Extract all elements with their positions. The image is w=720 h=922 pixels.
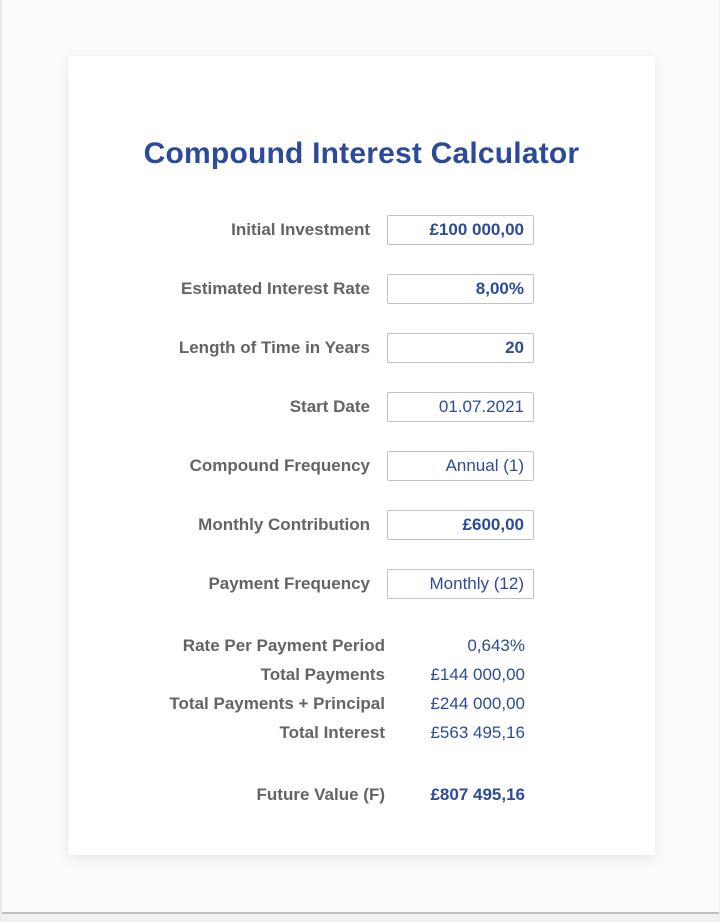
form-row-start-date: [68, 392, 655, 422]
total-interest-value: £563 495,16: [430, 722, 525, 742]
compound-frequency-label: Compound Frequency: [189, 456, 370, 475]
results-section: [68, 631, 655, 809]
total-payments-value: £144 000,00: [430, 664, 525, 684]
compound-frequency-select[interactable]: [387, 451, 534, 481]
start-date-input[interactable]: [387, 392, 534, 422]
form-row-initial-investment: [68, 215, 655, 245]
form-row-monthly-contribution: [68, 510, 655, 540]
window-bottom-edge: [2, 912, 719, 922]
payments-plus-principal-label: Total Payments + Principal: [169, 693, 385, 713]
result-row-rate-per-period: [68, 631, 655, 660]
initial-investment-input[interactable]: [387, 215, 534, 245]
page-title: Compound Interest Calculator: [143, 137, 580, 170]
total-interest-label: Total Interest: [279, 722, 385, 742]
initial-investment-label: Initial Investment: [231, 220, 370, 239]
length-of-time-label: Length of Time in Years: [178, 338, 370, 357]
calculator-card: [68, 56, 655, 855]
form-row-compound-frequency: [68, 451, 655, 481]
interest-rate-input[interactable]: [387, 274, 534, 304]
length-of-time-input[interactable]: [387, 333, 534, 363]
payment-frequency-select[interactable]: [387, 569, 534, 599]
payments-plus-principal-value: £244 000,00: [430, 693, 525, 713]
rate-per-period-label: Rate Per Payment Period: [182, 635, 385, 655]
monthly-contribution-label: Monthly Contribution: [198, 515, 370, 534]
result-row-payments-plus-principal: [68, 689, 655, 718]
future-value-amount: £807 495,16: [430, 784, 525, 804]
total-payments-label: Total Payments: [260, 664, 385, 684]
result-row-total-payments: [68, 660, 655, 689]
form-row-length-of-time: [68, 333, 655, 363]
start-date-label: Start Date: [289, 397, 370, 416]
rate-per-period-value: 0,643%: [467, 635, 525, 655]
interest-rate-label: Estimated Interest Rate: [181, 279, 370, 298]
calculator-form: [68, 215, 655, 599]
form-row-interest-rate: [68, 274, 655, 304]
future-value-row: [68, 780, 655, 809]
monthly-contribution-input[interactable]: [387, 510, 534, 540]
future-value-label: Future Value (F): [256, 784, 385, 804]
result-row-total-interest: [68, 718, 655, 747]
payment-frequency-label: Payment Frequency: [208, 574, 370, 593]
form-row-payment-frequency: [68, 569, 655, 599]
